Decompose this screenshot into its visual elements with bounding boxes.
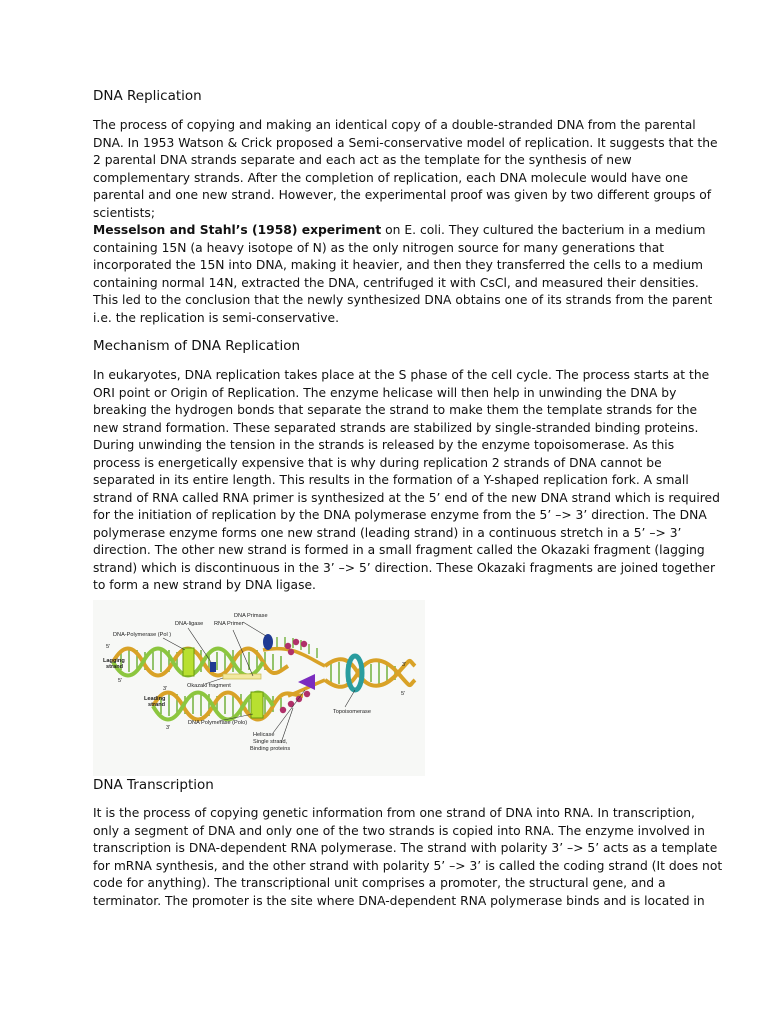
- paragraph-line: During unwinding the tension in the strands is released by the enzyme topoisomerase. As this: [93, 438, 675, 452]
- dna-primase-shape: [263, 634, 273, 650]
- paragraph-line: only a segment of DNA and only one of the two strands is copied into RNA. The enzyme involved in: [93, 823, 705, 838]
- paragraph-line: containing normal 14N, extracted the DNA, centrifuged it with CsCl, and measured their densities.: [93, 275, 699, 290]
- paragraph-line: It is the process of copying genetic information from one strand of DNA into RNA. In transcription,: [93, 806, 695, 820]
- label-dna-polymerase-iii: DNA Polymerase (Polo): [188, 720, 248, 726]
- label-dna-polymerase-i: DNA-Polymerase (Pol ): [113, 632, 172, 638]
- heading-dna-transcription: DNA Transcription: [93, 777, 214, 793]
- paragraph-line: i.e. the replication is semi-conservative.: [93, 310, 339, 325]
- label-dna-ligase: DNA-ligase: [175, 621, 204, 627]
- label-leading-2: strand: [148, 702, 166, 708]
- paragraph-line: 2 parental DNA strands separate and each act as the template for the synthesis of new: [93, 153, 632, 167]
- paragraph-line: strand of RNA called RNA primer is synthesized at the 5’ end of the new DNA strand which is required: [93, 490, 720, 505]
- label-polarity: 5': [106, 644, 111, 650]
- paragraph-line: process is energetically expensive that is why during replication 2 strands of DNA cannot be: [93, 455, 662, 470]
- paragraph-line: strand) which is discontinuous in the 3’ –> 5’ direction. These Okazaki fragments are joined together: [93, 560, 715, 575]
- label-leading-1: Leading: [144, 696, 166, 702]
- paragraph-line: code for anything). The transcriptional unit comprises a promoter, the structural gene, and a: [93, 876, 666, 890]
- label-helicase: Helicase: [253, 732, 275, 738]
- experiment-text: on E. coli. They cultured the bacterium in a medium: [381, 223, 706, 237]
- heading-dna-replication: DNA Replication: [93, 88, 202, 104]
- label-topoisomerase: Topoisomerase: [333, 709, 371, 715]
- paragraph-line: parental and one new strand. However, the experimental proof was given by two different groups of: [93, 188, 712, 202]
- paragraph-line: containing 15N (a heavy isotope of N) as the only nitrogen source for many generations that: [93, 240, 665, 255]
- label-lagging-1: Lagging: [103, 658, 125, 664]
- paragraph-line: This led to the conclusion that the newly synthesized DNA obtains one of its strands from the parent: [93, 293, 713, 307]
- label-ssb-2: Binding proteins: [250, 746, 291, 752]
- paragraph-line: terminator. The promoter is the site where DNA-dependent RNA polymerase binds and is located in: [93, 893, 705, 908]
- experiment-title: Messelson and Stahl’s (1958) experiment: [93, 223, 382, 237]
- paragraph-line: The process of copying and making an identical copy of a double-stranded DNA from the parental: [93, 118, 696, 132]
- lagging-strand-helix: [113, 649, 288, 676]
- paragraph-line: for mRNA synthesis, and the other strand with polarity 5’ –> 3’ is called the coding strand (It does not: [93, 858, 723, 873]
- label-lagging-2: strand: [106, 664, 124, 670]
- paragraph-line: scientists;: [93, 205, 155, 220]
- label-polarity: 5': [118, 678, 123, 684]
- dna-ligase-shape: [210, 662, 216, 672]
- paragraph-line: for the initiation of replication by the DNA polymerase enzyme from the 5’ –> 3’ direction. The DNA: [93, 508, 707, 522]
- paragraph-line: incorporated the 15N into DNA, making it heavier, and then they transferred the cells to a medium: [93, 258, 704, 272]
- paragraph-line: complementary strands. After the completion of replication, each DNA molecule would have one: [93, 170, 689, 185]
- label-rna-primer: RNA Primer: [214, 621, 244, 627]
- paragraph-line: DNA. In 1953 Watson & Crick proposed a Semi-conservative model of replication. It suggests that the: [93, 135, 718, 150]
- heading-mechanism: Mechanism of DNA Replication: [93, 338, 301, 354]
- leading-strand-helix: [153, 693, 303, 720]
- label-ssb-1: Single strand,: [253, 739, 288, 745]
- paragraph-line: In eukaryotes, DNA replication takes place at the S phase of the cell cycle. The process starts at the: [93, 368, 710, 382]
- paragraph-line: separated in its entire length. This results in the formation of a Y-shaped replication fork. A small: [93, 473, 689, 487]
- paragraph-line: polymerase enzyme forms one new strand (leading strand) in a continuous stretch in a 5’ –> 3’: [93, 525, 682, 540]
- label-polarity: 5': [401, 691, 406, 697]
- paragraph-line: [93, 223, 705, 237]
- topoisomerase-ring: [348, 656, 362, 690]
- paragraph-line: transcription is DNA-dependent RNA polymerase. The strand with polarity 3’ –> 5’ acts as a template: [93, 841, 718, 855]
- replication-fork-diagram: [93, 600, 425, 776]
- paragraph-line: ORI point or Origin of Replication. The enzyme helicase will then help in unwinding the DNA by: [93, 385, 677, 400]
- label-polarity: 3': [163, 686, 168, 692]
- paragraph-line: new strand formation. These separated strands are stabilized by single-stranded binding proteins.: [93, 420, 699, 435]
- okazaki-fragment-shape: [223, 674, 261, 679]
- paragraph-line: breaking the hydrogen bonds that separate the strand to make them the template strands for the: [93, 403, 698, 417]
- label-okazaki: Okazaki fragment: [187, 683, 231, 689]
- paragraph-line: direction. The other new strand is formed in a small fragment called the Okazaki fragment (lagging: [93, 543, 705, 557]
- paragraph-line: to form a new strand by DNA ligase.: [93, 578, 316, 592]
- label-polarity: 3': [402, 662, 407, 668]
- dna-polymerase-i-shape: [183, 648, 194, 676]
- label-polarity: 3': [166, 725, 171, 731]
- label-dna-primase: DNA Primase: [234, 613, 268, 619]
